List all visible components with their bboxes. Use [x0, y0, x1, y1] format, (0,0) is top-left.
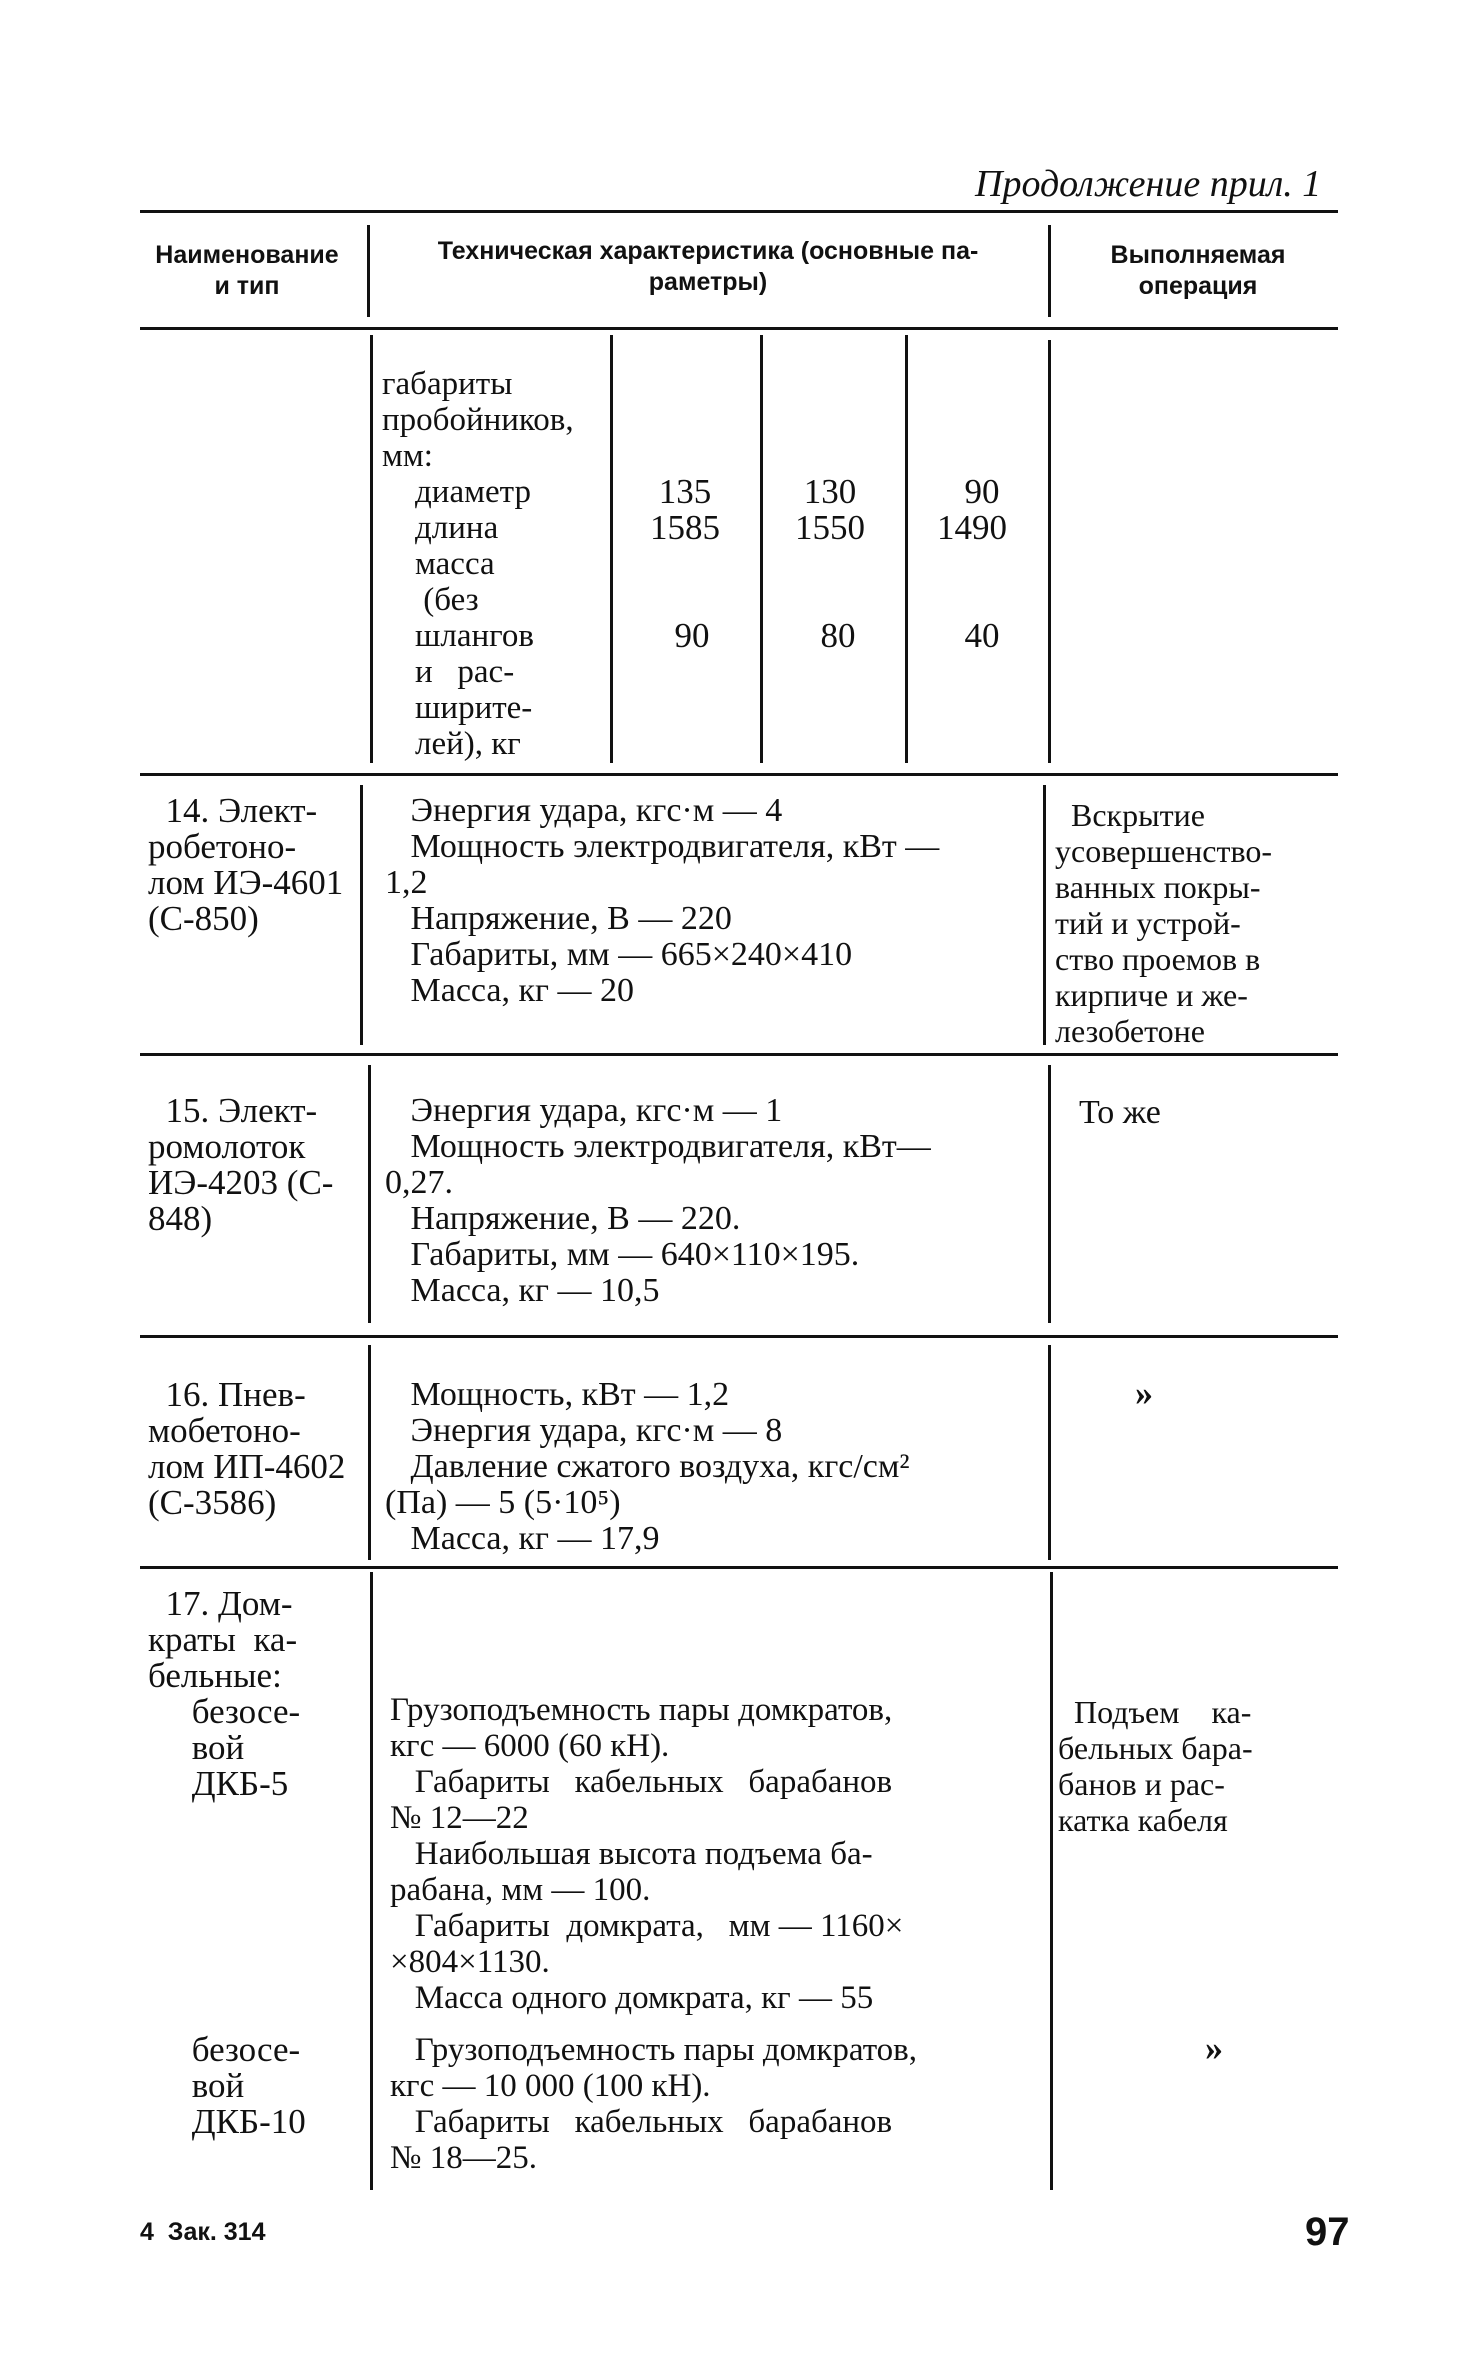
header-name-type: Наименование и тип [155, 241, 339, 300]
row16-operation: » [1135, 1373, 1153, 1413]
value-col-a-diameter: 135 [658, 472, 712, 511]
row-rule-1 [140, 773, 1338, 776]
row17b-spec: Грузоподъемность пары домкратов, кгс — 10 000 (100 кН). Габариты кабельных барабанов № 18—25. [390, 2032, 918, 2176]
page-number: 97 [1305, 2210, 1350, 2254]
top-block-divider-3 [760, 335, 763, 763]
value-col-b-diameter: 130 [803, 472, 857, 511]
row16-divider-2 [1048, 1345, 1051, 1560]
row14-name: 14. Элект- робетоно- лом ИЭ-4601 (С-850) [148, 791, 344, 938]
value-col-c-mass: 40 [964, 616, 1000, 655]
header-bottom-rule [140, 327, 1338, 330]
row15-operation: То же [1062, 1094, 1161, 1131]
row14-divider-1 [360, 785, 363, 1045]
row-rule-4 [140, 1566, 1338, 1569]
row17-divider-2 [1050, 1572, 1053, 2190]
row17b-name: безосе- вой ДКБ-10 [191, 2030, 306, 2141]
row14-operation: Вскрытие усовершенство- ванных покры- тий и устрой- ство проемов в кирпиче и же- лезобетоне [1055, 797, 1273, 1049]
row14-divider-2 [1043, 785, 1046, 1045]
row17b-operation: » [1205, 2028, 1223, 2068]
value-col-b-length: 1550 [795, 508, 865, 547]
value-col-a-mass: 90 [674, 616, 710, 655]
row16-name: 16. Пнев- мобетоно- лом ИП-4602 (С-3586) [148, 1375, 346, 1522]
header-operation: Выполняемая операция [1110, 241, 1286, 300]
top-block-divider-4 [905, 335, 908, 763]
dimension-labels: габариты пробойников, мм: диаметр длина масса (без шлангов и рас- ширите- лей), кг [382, 366, 574, 762]
row-rule-3 [140, 1335, 1338, 1338]
row17-divider-1 [370, 1572, 373, 2190]
top-block-divider-2 [610, 335, 613, 763]
row-rule-2 [140, 1053, 1338, 1056]
footer-order-number: 4 Зак. 314 [140, 2218, 266, 2246]
top-block-divider-1 [370, 335, 373, 763]
continuation-label: Продолжение прил. 1 [975, 163, 1322, 205]
row17-spec: Грузоподъемность пары домкратов, кгс — 6000 (60 кН). Габариты кабельных барабанов № 12—22 Наибольшая высота подъема ба- рабана, мм — 100. Габариты домкрата, мм — 1160× ×804×1130. Масса одного домкрата, кг — 55 [390, 1692, 904, 2016]
header-divider-1 [367, 225, 370, 317]
row15-divider-2 [1048, 1065, 1051, 1323]
value-col-a-length: 1585 [650, 508, 720, 547]
row16-divider-1 [368, 1345, 371, 1560]
row14-spec: Энергия удара, кгс·м — 4 Мощность электродвигателя, кВт — 1,2 Напряжение, В — 220 Габариты, мм — 665×240×410 Масса, кг — 20 [385, 792, 940, 1009]
header-tech-characteristics: Техническая характеристика (основные па- раметры) [437, 237, 979, 296]
value-col-b-mass: 80 [820, 616, 856, 655]
value-col-c-diameter: 90 [964, 472, 1000, 511]
header-divider-2 [1048, 225, 1051, 317]
top-block-divider-5 [1048, 340, 1051, 763]
table-top-rule [140, 210, 1338, 213]
row15-divider-1 [368, 1065, 371, 1323]
value-col-c-length: 1490 [937, 508, 1007, 547]
row17-name: 17. Дом- краты ка- бельные: безосе- вой ДКБ-5 [148, 1584, 301, 1803]
row16-spec: Мощность, кВт — 1,2 Энергия удара, кгс·м — 8 Давление сжатого воздуха, кгс/см² (Па) — 5 (5·10⁵) Масса, кг — 17,9 [385, 1376, 910, 1557]
row15-name: 15. Элект- ромолоток ИЭ-4203 (С- 848) [148, 1091, 334, 1238]
row15-spec: Энергия удара, кгс·м — 1 Мощность электродвигателя, кВт— 0,27. Напряжение, В — 220. Габариты, мм — 640×110×195. Масса, кг — 10,5 [385, 1092, 931, 1309]
row17-operation: Подъем ка- бельных бара- банов и рас- катка кабеля [1058, 1694, 1253, 1838]
